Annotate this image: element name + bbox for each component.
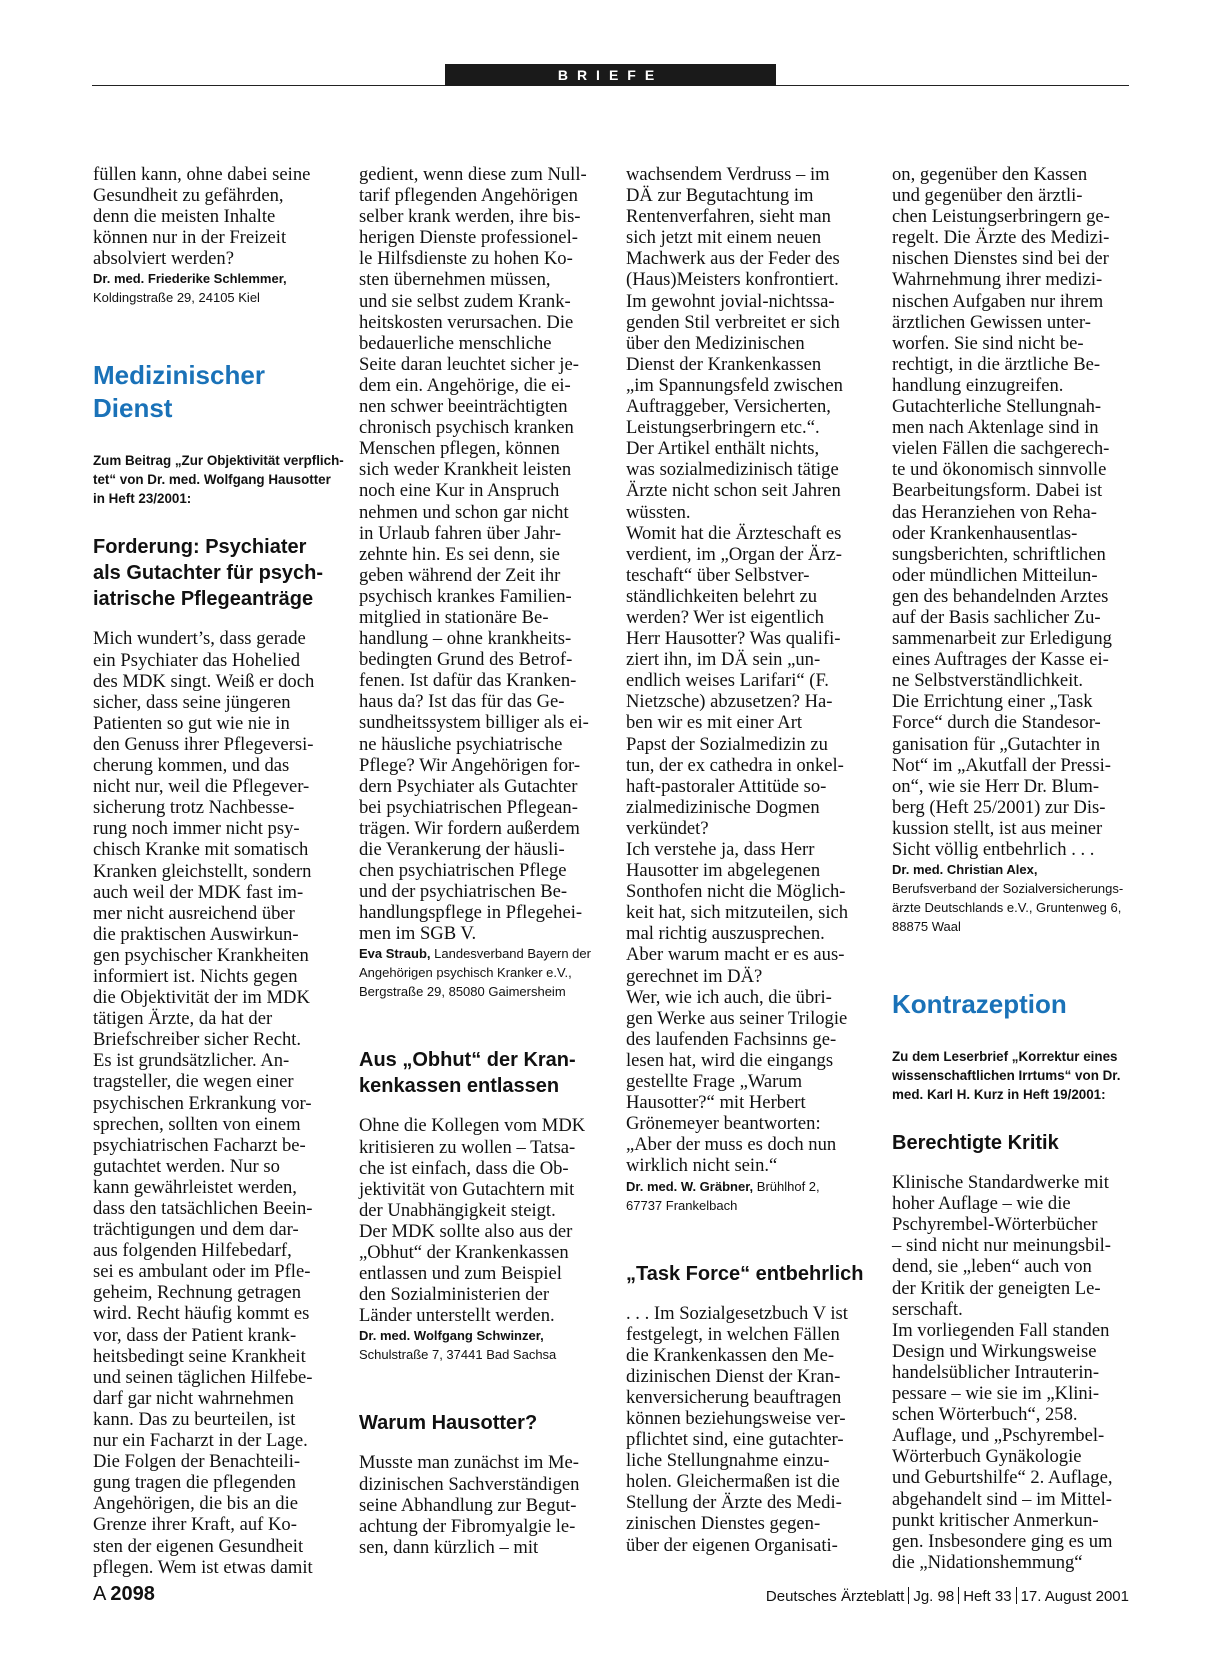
text-line: Sicht völlig entbehrlich . . . [892, 839, 1095, 860]
text-line: Im gewohnt jovial-nichtssa- [626, 290, 835, 312]
text-line: sten übernehmen müssen, [359, 269, 551, 291]
text-line: Ohne die Kollegen vom MDK [359, 1115, 586, 1137]
letter-text [93, 164, 337, 269]
text-line: berg (Heft 25/2001) zur Dis- [892, 796, 1106, 818]
text-line: achtung der Fibromyalgie le- [359, 1515, 576, 1537]
text-line: nehmen und schon gar nicht [359, 501, 569, 523]
text-line: fenen. Ist dafür das Kranken- [359, 670, 577, 692]
text-line: Kontrazeption [892, 989, 1067, 1020]
text-line: zehnte hin. Es sei denn, sie [359, 543, 560, 565]
text-line: ein Psychiater das Hohelied [93, 649, 301, 671]
text-line: bedingten Grund des Betrof- [359, 649, 573, 671]
text-line: Briefschreiber sicher Recht. [93, 1029, 302, 1051]
text-line: rechtigt, in die ärztliche Be- [892, 353, 1101, 375]
text-line: haft-pastoraler Attitüde so- [626, 775, 827, 797]
text-line: med. Karl H. Kurz in Heft 19/2001: [892, 1087, 1106, 1103]
text-line: endlich weises Larifari“ (F. [626, 670, 829, 692]
text-line: pessare – wie sie im „Klini- [892, 1383, 1100, 1405]
text-line: eines Auftrages der Kasse ei- [892, 649, 1109, 671]
text-line: mer nicht ausreichend über [93, 902, 295, 924]
text-line: genden Stil verbreitet er sich [626, 311, 840, 333]
text-line: schen Wörterbuch“, 258. [892, 1404, 1078, 1426]
text-line: serschaft. [892, 1298, 963, 1320]
text-line: chronisch psychisch kranken [359, 417, 574, 439]
issue-date: 17. August 2001 [1020, 1588, 1129, 1605]
text-line: sungsberichten, schriftlichen [892, 543, 1106, 565]
text-line: der Kritik der geneigten Le- [892, 1277, 1101, 1299]
text-line: und seinen täglichen Hilfebe- [93, 1366, 313, 1388]
text-line: Es ist grundsätzlicher. An- [93, 1050, 290, 1072]
text-line: Seite daran leuchtet sicher je- [359, 353, 579, 375]
text-line: dass den tatsächlichen Beein- [93, 1198, 313, 1219]
letter-text [359, 1115, 603, 1326]
text-line: Wer, wie ich auch, die übri- [626, 986, 832, 1008]
text-line: sen, dann kürzlich – mit [359, 1536, 539, 1558]
text-line: Patienten so gut wie nie in [93, 712, 290, 734]
text-line: abgehandelt sind – im Mittel- [892, 1488, 1112, 1510]
article-reference [93, 451, 344, 508]
text-line: gen psychischer Krankheiten [93, 944, 309, 966]
text-line: Zum Beitrag „Zur Objektivität verpflich- [93, 453, 344, 469]
text-line: darf gar nicht wahrnehmen [93, 1387, 294, 1409]
text-line: Design und Wirkungsweise [892, 1340, 1097, 1362]
text-line: Zu dem Leserbrief „Korrektur eines [892, 1049, 1118, 1065]
journal-citation [766, 1587, 1129, 1605]
text-line: kann. Das zu beurteilen, ist [93, 1408, 296, 1430]
text-line: denn die meisten Inhalte [93, 206, 276, 228]
text-line: aus folgenden Hilfebedarf, [93, 1240, 292, 1262]
text-line: wüssten. [626, 501, 691, 523]
signature: Dr. med. Friederike Schlemmer, Koldingstraße 29, 24105 Kiel [93, 271, 287, 306]
text-line: wirklich nicht sein.“ [626, 1155, 778, 1177]
text-line: sundheitssystem billiger als ei- [359, 712, 589, 734]
text-line: heitskosten verursachen. Die [359, 311, 574, 333]
text-line: als Gutachter für psych- [93, 562, 324, 585]
text-line: können beziehungsweise ver- [626, 1407, 846, 1429]
text-line: herigen Dienste professionel- [359, 227, 578, 249]
text-line: sicherung trotz Nachbesse- [93, 797, 295, 819]
text-line: Ich verstehe ja, dass Herr [626, 839, 815, 860]
text-line: wissenschaftlichen Irrtums“ von Dr. [892, 1068, 1121, 1084]
text-line: Pflege? Wir Angehörigen for- [359, 754, 581, 776]
text-line: kussion stellt, ist aus meiner [892, 817, 1103, 839]
text-line: den Sozialministerien der [359, 1284, 550, 1306]
text-line: Bearbeitungsform. Dabei ist [892, 480, 1103, 502]
text-line: geben während der Zeit ihr [359, 564, 561, 586]
text-line: – sind nicht nur meinungsbil- [892, 1235, 1111, 1257]
text-line: nur ein Facharzt in der Lage. [93, 1430, 308, 1452]
text-line: haus da? Ist das für das Ge- [359, 691, 565, 713]
text-line: sicher, dass seine jüngeren [93, 691, 291, 713]
text-line: gung tragen die pflegenden [93, 1472, 296, 1494]
text-line: nischen Dienstes sind bei der [892, 248, 1109, 270]
text-line: die Objektivität der im MDK [93, 987, 310, 1009]
text-line: dern Psychiater als Gutachter [359, 775, 578, 797]
text-line: entlassen und zum Beispiel [359, 1263, 562, 1285]
text-line: sprechen, sollten von einem [93, 1113, 301, 1135]
text-line: teschaft“ über Selbstver- [626, 564, 810, 586]
text-line: handelsüblicher Intrauterin- [892, 1361, 1100, 1383]
text-line: Angehörigen, die bis an die [93, 1493, 298, 1515]
text-line: die Verankerung der häusli- [359, 839, 565, 860]
text-line: das Heranziehen von Reha- [892, 501, 1097, 523]
text-line: (Haus)Meisters konfrontiert. [626, 269, 839, 291]
text-line: nen schwer beeinträchtigten [359, 396, 568, 418]
text-line: zinischen Dienstes gegen- [626, 1513, 821, 1535]
section-title [93, 359, 337, 425]
text-line: ben wir es mit einer Art [626, 712, 803, 734]
text-line: Im vorliegenden Fall standen [892, 1319, 1110, 1341]
text-line: keit hat, sich mitzuteilen, sich [626, 902, 849, 924]
text-line: gutachtet werden. Nur so [93, 1155, 280, 1177]
text-line: und der psychiatrischen Be- [359, 881, 568, 903]
text-line: zialmedizinische Dogmen [626, 796, 820, 818]
letter-text [93, 628, 337, 1577]
text-line: „Aber der muss es doch nun [626, 1134, 837, 1156]
text-line: men im SGB V. [359, 923, 477, 945]
text-line: kenkassen entlassen [359, 1075, 560, 1098]
text-line: über den Medizinischen [626, 332, 805, 354]
text-line: gen des behandelnden Arztes [892, 585, 1109, 607]
text-line: ziert ihn, im DÄ sein „un- [626, 649, 821, 671]
text-line: Dienst [93, 393, 173, 424]
text-line: Hausotter im abgelegenen [626, 860, 821, 882]
volume: Jg. 98 [913, 1588, 955, 1605]
text-line: Bergstraße 29, 85080 Gaimersheim [359, 984, 566, 1000]
text-line: chisch Kranke mit somatisch [93, 839, 309, 861]
text-line: handlung einzugreifen. [892, 374, 1064, 396]
text-line: oder mündlichen Mitteilun- [892, 564, 1098, 586]
text-line: Womit hat die Ärzteschaft es [626, 522, 842, 544]
text-line: mal richtig auszusprechen. [626, 923, 825, 945]
text-line: Gutachterliche Stellungnah- [892, 396, 1102, 418]
text-line: „Task Force“ entbehrlich [626, 1262, 864, 1285]
text-line: bei psychiatrischen Pflegean- [359, 796, 578, 818]
text-line: tet“ von Dr. med. Wolfgang Hausotter [93, 472, 331, 488]
text-line: Der Artikel enthält nichts, [626, 438, 820, 460]
text-line: Aber warum macht er es aus- [626, 944, 845, 966]
text-line: on“, wie sie Herr Dr. Blum- [892, 775, 1100, 797]
letter-text [892, 164, 1136, 860]
text-line: nicht nur, weil die Pflegever- [93, 776, 310, 798]
text-line: rung noch immer nicht psy- [93, 818, 300, 840]
text-line: absolviert werden? [93, 248, 234, 270]
text-line: tarif pflegenden Angehörigen [359, 185, 578, 207]
text-line: „im Spannungsfeld zwischen [626, 374, 843, 396]
text-line: vor, dass der Patient krank- [93, 1324, 297, 1346]
text-line: wird. Recht häufig kommt es [93, 1303, 310, 1325]
text-line: oder Krankenhausentlas- [892, 522, 1078, 544]
text-line: liche Stellungnahme einzu- [626, 1450, 830, 1472]
letter-headline [626, 1261, 870, 1287]
section-title [892, 988, 1136, 1021]
signature: Dr. med. W. Gräbner, Brühlhof 2, 67737 Frankelbach [626, 1177, 870, 1215]
text-line: Machwerk aus der Feder des [626, 248, 840, 270]
text-line: . . . Im Sozialgesetzbuch V ist [626, 1302, 848, 1324]
text-line: Der MDK sollte also aus der [359, 1220, 573, 1242]
text-line: worfen. Sie sind nicht be- [892, 332, 1084, 354]
text-line: Berechtigte Kritik [892, 1132, 1059, 1155]
text-line: festgelegt, in welchen Fällen [626, 1323, 840, 1345]
text-line: die Krankenkassen den Me- [626, 1344, 835, 1366]
text-line: geheim, Rechnung getragen [93, 1282, 302, 1304]
article-reference [892, 1047, 1136, 1104]
text-line: che ist einfach, dass die Ob- [359, 1157, 569, 1179]
text-line: Aus „Obhut“ der Kran- [359, 1049, 576, 1072]
text-line: noch eine Kur in Anspruch [359, 480, 560, 502]
section-label: BRIEFE [445, 64, 776, 86]
text-line: 67737 Frankelbach [626, 1197, 738, 1213]
text-line: Berufsverband der Sozialversicherungs- [892, 881, 1124, 897]
text-line: werden? Wer ist eigentlich [626, 606, 824, 628]
issue: Heft 33 [963, 1588, 1012, 1605]
text-line: handlung – ohne krankheits- [359, 628, 572, 650]
text-line: dend, sie „leben“ auch von [892, 1256, 1092, 1278]
text-line: verkündet? [626, 817, 709, 839]
text-line: gedient, wenn diese zum Null- [359, 164, 587, 185]
text-line: ne häusliche psychiatrische [359, 733, 563, 755]
text-line: dem ein. Angehörige, die ei- [359, 374, 571, 396]
text-line: pflichtet sind, eine gutachter- [626, 1429, 844, 1451]
text-line: Stellung der Ärzte des Medi- [626, 1492, 842, 1514]
text-line: cherung kommen, und das [93, 755, 290, 777]
text-line: punkt kritischer Anmerkun- [892, 1509, 1099, 1531]
text-line: ne Selbstverständlichkeit. [892, 670, 1084, 692]
text-line: kann gewährleistet werden, [93, 1176, 297, 1198]
page-number: A 2098 [93, 1583, 155, 1605]
text-line: hoher Auflage – wie die [892, 1193, 1071, 1215]
text-line: Auflage, und „Pschyrembel- [892, 1425, 1105, 1447]
text-line: Auftraggeber, Versicherten, [626, 396, 831, 418]
text-line: le Hilfsdienste zu hohen Ko- [359, 248, 573, 270]
text-line: Rentenverfahren, sieht man [626, 206, 831, 228]
signature: Eva Straub, Landesverband Bayern der Angehörigen psychisch Kranker e.V., Bergstraße 29, 85080 Gaimersheim [359, 944, 603, 1001]
text-line: jektivität von Gutachtern mit [359, 1178, 575, 1200]
text-line: Wörterbuch Gynäkologie [892, 1446, 1082, 1468]
text-line: Ärzte nicht schon seit Jahren [626, 480, 841, 502]
text-line: gerechnet im DÄ? [626, 965, 763, 987]
text-line: Musste man zunächst im Me- [359, 1452, 579, 1474]
letter-text [892, 1172, 1136, 1573]
text-line: Gesundheit zu gefährden, [93, 185, 284, 207]
text-line: sammenarbeit zur Erledigung [892, 628, 1112, 650]
text-line: psychiatrischen Facharzt be- [93, 1134, 306, 1156]
text-line: dizinischen Sachverständigen [359, 1473, 580, 1495]
signature: Dr. med. Wolfgang Schwinzer, Schulstraße 7, 37441 Bad Sachsa [359, 1328, 557, 1363]
text-line: Länder unterstellt werden. [359, 1305, 555, 1327]
text-line: sich weder Krankheit leisten [359, 459, 572, 481]
text-line: ärzte Deutschlands e.V., Gruntenweg 6, [892, 900, 1122, 916]
text-line: die „Nidationshemmung“ [892, 1551, 1083, 1573]
text-line: gen Werke aus seiner Trilogie [626, 1007, 848, 1029]
text-line: in Heft 23/2001: [93, 491, 192, 507]
text-line: ärztlichen Gewissen unter- [892, 311, 1091, 333]
text-line: bedauerliche menschliche [359, 332, 552, 354]
text-line: trägen. Wir fordern außerdem [359, 817, 580, 839]
text-line: des MDK singt. Weiß er doch [93, 670, 315, 692]
text-line: holen. Gleichermaßen ist die [626, 1471, 840, 1493]
text-line: auf der Basis sachlicher Zu- [892, 606, 1101, 628]
signature: Dr. med. Christian Alex, Berufsverband der Sozialversicherungs- ärzte Deutschlands e.V., Gruntenweg 6, 88875 Waal [892, 860, 1136, 936]
text-line: sich jetzt mit einem neuen [626, 227, 822, 249]
text-line: Angehörigen psychisch Kranker e.V., [359, 965, 572, 981]
text-line: Force“ durch die Standesor- [892, 712, 1101, 734]
text-line: Die Folgen der Benachteili- [93, 1451, 301, 1473]
column-4 [892, 164, 1136, 1573]
text-line: 88875 Waal [892, 919, 961, 935]
text-line: Kranken gleichstellt, sondern [93, 860, 312, 882]
letter-text [359, 164, 603, 944]
text-line: psychischen Erkrankung vor- [93, 1092, 312, 1114]
text-line: vielen Fällen die sachgerech- [892, 438, 1110, 460]
text-line: Forderung: Psychiater [93, 536, 307, 559]
text-line: was sozialmedizinisch tätige [626, 459, 839, 481]
text-line: Herr Hausotter? Was qualifi- [626, 628, 841, 650]
text-line: Menschen pflegen, können [359, 438, 560, 460]
text-line: füllen kann, ohne dabei seine [93, 164, 311, 185]
text-line: die praktischen Auswirkun- [93, 923, 299, 945]
text-line: verdient, im „Organ der Ärz- [626, 543, 842, 565]
letter-headline [359, 1410, 603, 1436]
text-line: über der eigenen Organisati- [626, 1534, 838, 1556]
text-line: pflegen. Wem ist etwas damit [93, 1556, 313, 1578]
text-line: selber krank werden, ihre bis- [359, 206, 581, 228]
text-line: Nietzsche) abzusetzen? Ha- [626, 691, 833, 713]
text-line: auch weil der MDK fast im- [93, 881, 304, 903]
text-line: Pschyrembel-Wörterbücher [892, 1214, 1098, 1236]
text-line: Die Errichtung einer „Task [892, 691, 1093, 713]
text-line: sei es ambulant oder im Pfle- [93, 1261, 311, 1283]
text-line: informiert ist. Nichts gegen [93, 965, 298, 987]
text-line: psychisch krankes Familien- [359, 585, 572, 607]
text-line: chen Leistungserbringern ge- [892, 206, 1110, 228]
text-line: des laufenden Fachsinns ge- [626, 1028, 837, 1050]
text-line: Dienst der Krankenkassen [626, 353, 822, 375]
text-line: seine Abhandlung zur Begut- [359, 1494, 577, 1516]
letter-text [626, 1303, 870, 1556]
text-line: Mich wundert’s, dass gerade [93, 628, 306, 650]
text-line: und Geburtshilfe“ 2. Auflage, [892, 1467, 1113, 1489]
text-line: gen. Insbesondere ging es um [892, 1530, 1113, 1552]
text-line: men nach Aktenlage sind in [892, 417, 1099, 439]
text-line: Medizinischer [93, 360, 265, 391]
text-line: heitsbedingt seine Krankheit [93, 1345, 306, 1367]
column-3 [626, 164, 870, 1556]
text-line: gestellte Frage „Warum [626, 1071, 803, 1093]
text-line: regelt. Die Ärzte des Medizi- [892, 227, 1110, 249]
letter-headline [359, 1047, 603, 1099]
text-line: Grenze ihrer Kraft, auf Ko- [93, 1514, 297, 1536]
letter-text [626, 164, 870, 1177]
text-line: den Genuss ihrer Pflegeversi- [93, 733, 314, 755]
text-line: kritisieren zu wollen – Tatsa- [359, 1136, 576, 1158]
text-line: ganisation für „Gutachter in [892, 733, 1101, 755]
letter-text [359, 1452, 603, 1557]
text-line: in Urlaub fahren über Jahr- [359, 522, 562, 544]
text-line: tragsteller, die wegen einer [93, 1071, 294, 1093]
letter-headline [892, 1130, 1136, 1156]
text-line: chen psychiatrischen Pflege [359, 860, 567, 882]
text-line: tätigen Ärzte, da hat der [93, 1008, 273, 1030]
column-1 [93, 164, 344, 1578]
text-line: kenversicherung beauftragen [626, 1386, 842, 1408]
text-line: und gegenüber den ärztli- [892, 185, 1083, 207]
text-line: „Obhut“ der Krankenkassen [359, 1242, 569, 1264]
text-line: und sie selbst zudem Krank- [359, 290, 571, 312]
text-line: lesen hat, wird die eingangs [626, 1049, 834, 1071]
text-line: DÄ zur Begutachtung im [626, 185, 814, 207]
text-line: mitglied in stationäre Be- [359, 606, 549, 628]
text-line: Klinische Standardwerke mit [892, 1172, 1109, 1194]
text-line: sten der eigenen Gesundheit [93, 1535, 304, 1557]
journal-name: Deutsches Ärzteblatt [765, 1588, 905, 1605]
text-line: iatrische Pflegeanträge [93, 588, 314, 611]
text-line: ständlichkeiten belehrt zu [626, 585, 818, 607]
text-line: handlungspflege in Pflegehei- [359, 902, 583, 924]
text-line: dizinischen Dienst der Kran- [626, 1365, 841, 1387]
text-line: Leistungserbringern etc.“. [626, 417, 820, 439]
text-line: Hausotter?“ mit Herbert [626, 1092, 806, 1114]
text-line: trächtigungen und dem dar- [93, 1219, 299, 1241]
text-line: tun, der ex cathedra in onkel- [626, 754, 844, 776]
text-line: wachsendem Verdruss – im [626, 164, 830, 185]
text-line: te und ökonomisch sinnvolle [892, 459, 1107, 481]
text-line: Warum Hausotter? [359, 1412, 538, 1435]
text-line: on, gegenüber den Kassen [892, 164, 1088, 185]
text-line: können nur in der Freizeit [93, 227, 287, 249]
text-line: Sonthofen nicht die Möglich- [626, 881, 846, 903]
text-line: Papst der Sozialmedizin zu [626, 733, 828, 755]
column-2 [359, 164, 603, 1558]
text-line: nischen Aufgaben nur ihrem [892, 290, 1104, 312]
text-line: Grönemeyer beantworten: [626, 1113, 821, 1135]
text-line: Not“ im „Akutfall der Pressi- [892, 754, 1111, 776]
letter-headline [93, 534, 337, 612]
text-line: der Unabhängigkeit steigt. [359, 1199, 556, 1221]
text-line: Wahrnehmung ihrer medizi- [892, 269, 1103, 291]
